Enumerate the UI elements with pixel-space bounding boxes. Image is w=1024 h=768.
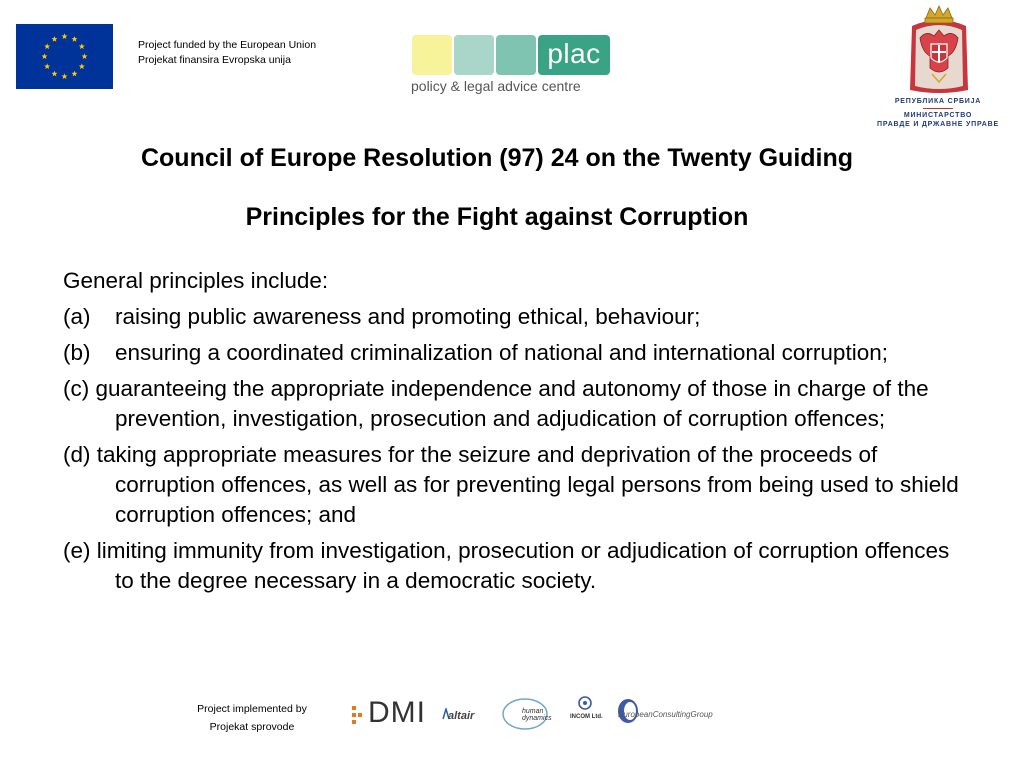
- altair-logo-text: altair: [448, 710, 475, 722]
- list-marker: (d): [63, 442, 91, 467]
- human-dynamics-logo-text: human dynamics: [522, 708, 552, 722]
- ministry-country: РЕПУБЛИКА СРБИЈА: [894, 98, 982, 105]
- implemented-by-line-en: Project implemented by: [197, 703, 307, 715]
- funded-by-text: [138, 38, 316, 68]
- list-item-a: [63, 302, 973, 332]
- slide-title: [40, 140, 954, 235]
- ministry-name: МИНИСТАРСТВО: [903, 112, 973, 119]
- list-marker: (a): [63, 304, 91, 329]
- slide-title-line-2: Principles for the Fight against Corruption: [245, 203, 749, 231]
- ministry-department: ПРАВДЕ И ДРЖАВНЕ УПРАВЕ: [877, 121, 999, 128]
- implemented-by-text: [182, 700, 322, 736]
- incom-logo: [578, 696, 592, 710]
- list-marker: (b): [63, 340, 91, 365]
- list-marker: (c): [63, 376, 90, 401]
- list-item-text: limiting immunity from investigation, prosecution or adjudication of corruption offences to the degree necessary in a democratic society.: [96, 538, 950, 593]
- list-item-text: raising public awareness and promoting ethical, behaviour;: [115, 304, 701, 329]
- list-item-text: guaranteeing the appropriate independence and autonomy of those in charge of the prevention, investigation, prosecution and adjudication of corruption offences;: [95, 376, 929, 431]
- list-intro: [63, 266, 973, 296]
- list-item-b: [63, 338, 973, 368]
- list-item-c: [63, 374, 973, 434]
- partner-logos: [350, 694, 713, 734]
- list-item-text: ensuring a coordinated criminalization of national and international corruption;: [115, 340, 888, 365]
- list-item-e: [63, 536, 973, 596]
- serbia-coat-of-arms-icon: [906, 4, 972, 96]
- slide-title-line-1: Council of Europe Resolution (97) 24 on the Twenty Guiding: [140, 144, 854, 172]
- ministry-divider: [923, 108, 953, 109]
- dmi-logo-text: DMI: [368, 696, 426, 729]
- list-item-d: [63, 440, 973, 530]
- ecg-logo-text: EuropeanConsultingGroup: [618, 710, 713, 719]
- plac-square-mint: [454, 35, 494, 75]
- list-intro-text: General principles include:: [63, 268, 329, 293]
- plac-square-teal: [496, 35, 536, 75]
- incom-logo-text: INCOM Ltd.: [570, 714, 603, 720]
- funded-by-line-sr: Projekat finansira Evropska unija: [138, 54, 291, 66]
- plac-tagline: policy & legal advice centre: [411, 78, 581, 94]
- funded-by-line-en: Project funded by the European Union: [138, 39, 317, 51]
- plac-square-yellow: [412, 35, 452, 75]
- list-marker: (e): [63, 538, 91, 563]
- principles-list: [63, 266, 973, 596]
- list-item-text: taking appropriate measures for the seizure and deprivation of the proceeds of corruption offences, as well as for preventing legal persons from being used to shield corruption offences; and: [96, 442, 959, 527]
- implemented-by-line-sr: Projekat sprovode: [209, 721, 295, 733]
- eu-flag-icon: [16, 24, 113, 89]
- ministry-label: [868, 98, 1008, 128]
- dmi-logo: [350, 704, 366, 726]
- plac-logo: [410, 34, 615, 98]
- plac-wordmark: plac: [538, 35, 610, 75]
